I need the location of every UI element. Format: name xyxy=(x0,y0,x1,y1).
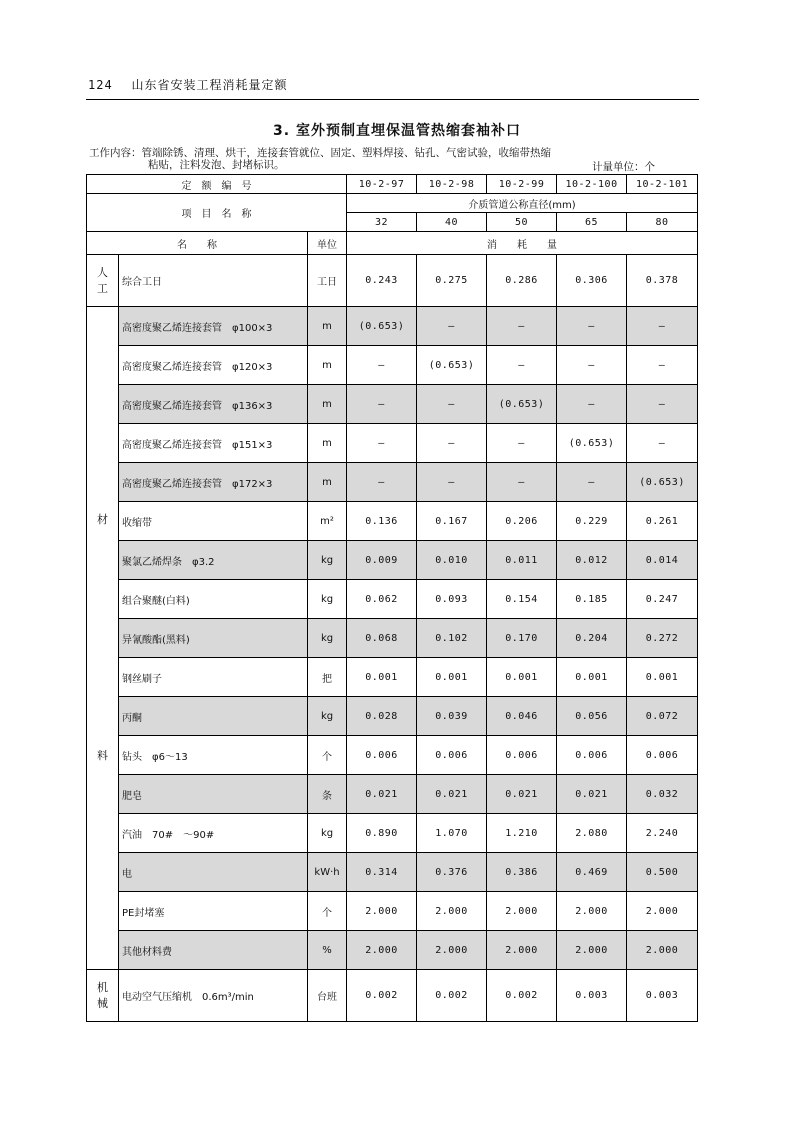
consumption-value: 0.167 xyxy=(417,502,487,541)
item-name: 其他材料费 xyxy=(119,931,308,970)
diameter-header-row xyxy=(87,194,698,213)
consumption-value: 0.001 xyxy=(417,658,487,697)
item-unit: kg xyxy=(308,619,347,658)
consumption-value: 0.021 xyxy=(417,775,487,814)
consumption-value: 0.001 xyxy=(627,658,698,697)
table-row xyxy=(87,463,698,502)
item-unit: m xyxy=(308,424,347,463)
consumption-value: 2.240 xyxy=(627,814,698,853)
category-labor xyxy=(87,255,119,307)
consumption-value: — xyxy=(627,424,698,463)
item-name: 电 xyxy=(119,853,308,892)
consumption-value: 0.469 xyxy=(557,853,627,892)
consumption-value: — xyxy=(347,346,417,385)
consumption-value: 0.006 xyxy=(417,736,487,775)
item-unit: 个 xyxy=(308,736,347,775)
item-name: 钢丝刷子 xyxy=(119,658,308,697)
consumption-value: — xyxy=(627,346,698,385)
consumption-value: — xyxy=(627,385,698,424)
diameter-value: 40 xyxy=(417,213,487,232)
consumption-value: 0.032 xyxy=(627,775,698,814)
consumption-value: 0.206 xyxy=(487,502,557,541)
consumption-value: — xyxy=(557,385,627,424)
code-label: 定 额 编 号 xyxy=(87,175,347,194)
item-name: 高密度聚乙烯连接套管 φ120×3 xyxy=(119,346,308,385)
table-row xyxy=(87,619,698,658)
category-char: 机 xyxy=(97,980,108,994)
consumption-value: 0.272 xyxy=(627,619,698,658)
consumption-value: 0.229 xyxy=(557,502,627,541)
consumption-value: 0.314 xyxy=(347,853,417,892)
consumption-value: 2.000 xyxy=(347,931,417,970)
consumption-value: 2.000 xyxy=(627,931,698,970)
column-header-row xyxy=(87,232,698,255)
consumption-value: 0.006 xyxy=(557,736,627,775)
consumption-value: — xyxy=(487,346,557,385)
item-unit: kg xyxy=(308,580,347,619)
table-row xyxy=(87,697,698,736)
table-row xyxy=(87,346,698,385)
quota-code: 10-2-101 xyxy=(627,175,698,194)
item-unit: kg xyxy=(308,814,347,853)
consumption-value: — xyxy=(487,424,557,463)
item-unit: 条 xyxy=(308,775,347,814)
consumption-value: 0.204 xyxy=(557,619,627,658)
diameter-value: 80 xyxy=(627,213,698,232)
table-row xyxy=(87,775,698,814)
consumption-value: (0.653) xyxy=(557,424,627,463)
item-unit: m xyxy=(308,385,347,424)
consumption-value: 0.002 xyxy=(417,970,487,1022)
unit-column-header: 单位 xyxy=(308,232,347,255)
code-row xyxy=(87,175,698,194)
consumption-value: — xyxy=(417,307,487,346)
consumption-value: 0.093 xyxy=(417,580,487,619)
consumption-value: — xyxy=(417,463,487,502)
consumption-value: 2.000 xyxy=(487,892,557,931)
consumption-value: 1.070 xyxy=(417,814,487,853)
consumption-value: 1.210 xyxy=(487,814,557,853)
consumption-value: 0.028 xyxy=(347,697,417,736)
consumption-value: 2.000 xyxy=(557,931,627,970)
consumption-header: 消 耗 量 xyxy=(347,232,698,255)
consumption-value: 0.275 xyxy=(417,255,487,307)
consumption-value: 0.286 xyxy=(487,255,557,307)
item-name: 高密度聚乙烯连接套管 φ151×3 xyxy=(119,424,308,463)
page-number: 124 xyxy=(88,78,113,92)
item-unit: 把 xyxy=(308,658,347,697)
item-name: 电动空气压缩机 0.6m³/min xyxy=(119,970,308,1022)
table-row xyxy=(87,970,698,1022)
work-content-line-2: 粘贴，注料发泡、封堵标识。 xyxy=(148,159,285,171)
consumption-value: 0.002 xyxy=(347,970,417,1022)
consumption-value: 0.039 xyxy=(417,697,487,736)
item-name: 组合聚醚(白料) xyxy=(119,580,308,619)
category-machine xyxy=(87,970,119,1022)
item-unit: 工日 xyxy=(308,255,347,307)
consumption-value: (0.653) xyxy=(627,463,698,502)
item-name: 钻头 φ6～13 xyxy=(119,736,308,775)
item-name: 高密度聚乙烯连接套管 φ136×3 xyxy=(119,385,308,424)
consumption-value: (0.653) xyxy=(417,346,487,385)
consumption-value: 0.068 xyxy=(347,619,417,658)
item-name: PE封堵塞 xyxy=(119,892,308,931)
consumption-value: — xyxy=(487,463,557,502)
item-unit: 个 xyxy=(308,892,347,931)
quota-code: 10-2-97 xyxy=(347,175,417,194)
diameter-value: 32 xyxy=(347,213,417,232)
consumption-value: 0.001 xyxy=(557,658,627,697)
consumption-value: 2.000 xyxy=(417,892,487,931)
category-char: 材 xyxy=(97,513,108,526)
consumption-value: 0.378 xyxy=(627,255,698,307)
quota-code: 10-2-98 xyxy=(417,175,487,194)
consumption-value: — xyxy=(557,346,627,385)
consumption-value: 0.003 xyxy=(557,970,627,1022)
consumption-value: 0.072 xyxy=(627,697,698,736)
item-unit: kW·h xyxy=(308,853,347,892)
diameter-value: 65 xyxy=(557,213,627,232)
consumption-value: 0.012 xyxy=(557,541,627,580)
quota-code: 10-2-99 xyxy=(487,175,557,194)
consumption-value: 0.185 xyxy=(557,580,627,619)
consumption-value: — xyxy=(627,307,698,346)
item-name: 丙酮 xyxy=(119,697,308,736)
consumption-value: 0.306 xyxy=(557,255,627,307)
work-content-line-1: 工作内容：管端除锈、清理、烘干，连接套管就位、固定、塑料焊接、钻孔、气密试验，收缩带热缩 xyxy=(89,147,551,159)
consumption-value: 2.000 xyxy=(417,931,487,970)
consumption-value: — xyxy=(557,463,627,502)
consumption-value: 0.261 xyxy=(627,502,698,541)
consumption-value: 0.154 xyxy=(487,580,557,619)
item-unit: kg xyxy=(308,541,347,580)
consumption-value: 2.000 xyxy=(557,892,627,931)
consumption-value: 0.102 xyxy=(417,619,487,658)
table-row xyxy=(87,255,698,307)
measurement-unit-note: 计量单位：个 xyxy=(592,161,655,173)
consumption-value: 0.376 xyxy=(417,853,487,892)
consumption-value: 0.021 xyxy=(487,775,557,814)
item-unit: m² xyxy=(308,502,347,541)
work-content xyxy=(89,147,551,171)
consumption-value: 0.009 xyxy=(347,541,417,580)
consumption-value: 0.136 xyxy=(347,502,417,541)
consumption-value: 2.080 xyxy=(557,814,627,853)
category-char: 料 xyxy=(97,749,108,762)
item-name: 汽油 70# ～90# xyxy=(119,814,308,853)
consumption-value: — xyxy=(417,424,487,463)
consumption-value: 0.062 xyxy=(347,580,417,619)
item-unit: kg xyxy=(308,697,347,736)
consumption-value: — xyxy=(417,385,487,424)
table-row xyxy=(87,502,698,541)
table-row xyxy=(87,658,698,697)
item-name: 异氰酸酯(黑料) xyxy=(119,619,308,658)
table-row xyxy=(87,892,698,931)
item-name: 综合工日 xyxy=(119,255,308,307)
quota-table xyxy=(86,174,698,1022)
consumption-value: 0.003 xyxy=(627,970,698,1022)
item-unit: m xyxy=(308,463,347,502)
consumption-value: 0.006 xyxy=(627,736,698,775)
header-rule xyxy=(86,99,699,100)
table-row xyxy=(87,814,698,853)
consumption-value: 0.386 xyxy=(487,853,557,892)
consumption-value: 0.890 xyxy=(347,814,417,853)
book-title: 山东省安装工程消耗量定额 xyxy=(131,78,288,92)
consumption-value: 2.000 xyxy=(347,892,417,931)
item-name: 高密度聚乙烯连接套管 φ100×3 xyxy=(119,307,308,346)
consumption-value: — xyxy=(347,424,417,463)
page-header xyxy=(88,76,288,93)
section-title: 3. 室外预制直埋保温管热缩套袖补口 xyxy=(273,123,521,139)
consumption-value: 0.247 xyxy=(627,580,698,619)
consumption-value: 0.056 xyxy=(557,697,627,736)
item-unit: % xyxy=(308,931,347,970)
consumption-value: 0.243 xyxy=(347,255,417,307)
quota-code: 10-2-100 xyxy=(557,175,627,194)
category-char: 人 xyxy=(97,265,108,279)
consumption-value: 0.021 xyxy=(347,775,417,814)
consumption-value: 0.046 xyxy=(487,697,557,736)
consumption-value: 0.006 xyxy=(487,736,557,775)
table-row xyxy=(87,736,698,775)
consumption-value: — xyxy=(347,463,417,502)
consumption-value: 0.014 xyxy=(627,541,698,580)
item-name: 收缩带 xyxy=(119,502,308,541)
table-row xyxy=(87,541,698,580)
item-name: 聚氯乙烯焊条 φ3.2 xyxy=(119,541,308,580)
consumption-value: 0.002 xyxy=(487,970,557,1022)
item-unit: m xyxy=(308,307,347,346)
consumption-value: 2.000 xyxy=(487,931,557,970)
table-row xyxy=(87,853,698,892)
consumption-value: 0.500 xyxy=(627,853,698,892)
consumption-value: 0.170 xyxy=(487,619,557,658)
diameter-value: 50 xyxy=(487,213,557,232)
consumption-value: (0.653) xyxy=(347,307,417,346)
diameter-label: 介质管道公称直径(mm) xyxy=(347,194,698,213)
item-name: 高密度聚乙烯连接套管 φ172×3 xyxy=(119,463,308,502)
item-unit: 台班 xyxy=(308,970,347,1022)
category-char: 械 xyxy=(97,996,108,1010)
category-char: 工 xyxy=(97,281,108,295)
consumption-value: — xyxy=(347,385,417,424)
category-material xyxy=(87,307,119,970)
consumption-value: — xyxy=(557,307,627,346)
item-unit: m xyxy=(308,346,347,385)
table-row xyxy=(87,307,698,346)
consumption-value: 2.000 xyxy=(627,892,698,931)
item-name-label: 项 目 名 称 xyxy=(87,194,347,232)
consumption-value: 0.006 xyxy=(347,736,417,775)
table-row xyxy=(87,385,698,424)
consumption-value: (0.653) xyxy=(487,385,557,424)
table-row xyxy=(87,931,698,970)
consumption-value: 0.011 xyxy=(487,541,557,580)
name-column-header: 名 称 xyxy=(87,232,308,255)
table-row xyxy=(87,424,698,463)
consumption-value: 0.001 xyxy=(487,658,557,697)
table-row xyxy=(87,580,698,619)
item-name: 肥皂 xyxy=(119,775,308,814)
consumption-value: — xyxy=(487,307,557,346)
consumption-value: 0.010 xyxy=(417,541,487,580)
consumption-value: 0.021 xyxy=(557,775,627,814)
consumption-value: 0.001 xyxy=(347,658,417,697)
